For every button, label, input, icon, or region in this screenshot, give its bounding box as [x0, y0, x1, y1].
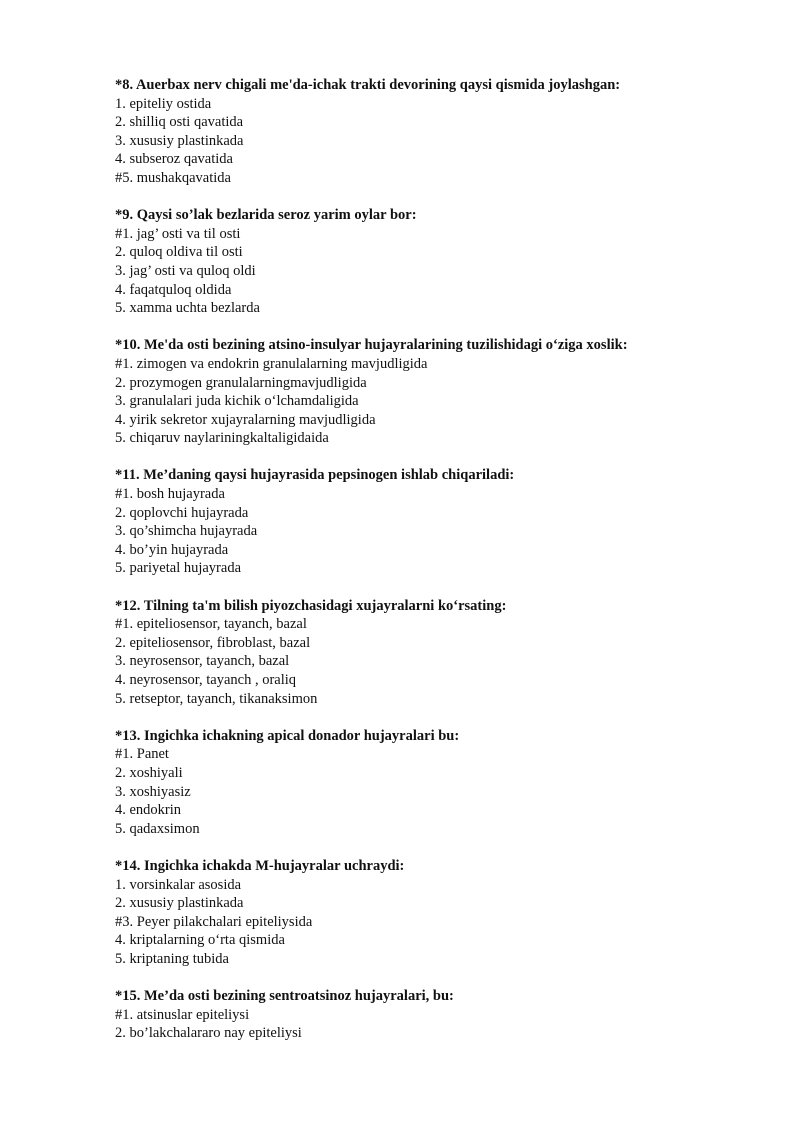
answer-option: #3. Peyer pilakchalari epiteliysida	[115, 913, 313, 930]
question-11	[115, 466, 755, 578]
question-title: *13. Ingichka ichakning apical donador hujayralari bu:	[115, 727, 460, 744]
answer-option: 3. neyrosensor, tayanch, bazal	[115, 653, 290, 670]
question-title: *11. Me’daning qaysi hujayrasida pepsinogen ishlab chiqariladi:	[115, 467, 515, 484]
answer-option: 2. shilliq osti qavatida	[115, 114, 244, 131]
question-title: *9. Qaysi so’lak bezlarida seroz yarim oylar bor:	[115, 207, 417, 224]
question-13	[115, 727, 755, 839]
answer-option: 1. vorsinkalar asosida	[115, 876, 242, 893]
answer-option: 4. kriptalarning o‘rta qismida	[115, 932, 285, 949]
answer-option: 4. faqatquloq oldida	[115, 281, 232, 298]
answer-option: 5. pariyetal hujayrada	[115, 560, 242, 577]
question-15	[115, 987, 755, 1043]
answer-option: 4. bo’yin hujayrada	[115, 541, 229, 558]
answer-option: #1. epiteliosensor, tayanch, bazal	[115, 616, 307, 633]
answer-option: #1. Panet	[115, 746, 169, 763]
question-10	[115, 336, 755, 448]
answer-option: #1. zimogen va endokrin granulalarning mavjudligida	[115, 355, 428, 372]
answer-option: 3. qo’shimcha hujayrada	[115, 523, 258, 540]
question-title: *12. Tilning ta'm bilish piyozchasidagi xujayralarni ko‘rsating:	[115, 597, 507, 614]
answer-option: 3. xususiy plastinkada	[115, 132, 244, 149]
question-8	[115, 76, 755, 188]
answer-option: 2. bo’lakchalararo nay epiteliysi	[115, 1025, 302, 1042]
answer-option: 5. retseptor, tayanch, tikanaksimon	[115, 690, 318, 707]
question-title: *10. Me'da osti bezining atsino-insulyar hujayralarining tuzilishidagi o‘ziga xoslik:	[115, 337, 628, 354]
answer-option: 2. prozymogen granulalarningmavjudligida	[115, 374, 367, 391]
answer-option: 3. xoshiyasiz	[115, 783, 191, 800]
question-title: *14. Ingichka ichakda M-hujayralar uchraydi:	[115, 857, 405, 874]
answer-option: 3. granulalari juda kichik o‘lchamdaligida	[115, 393, 359, 410]
question-list	[115, 76, 755, 1061]
answer-option: 4. subseroz qavatida	[115, 151, 233, 168]
answer-option: 2. xususiy plastinkada	[115, 895, 244, 912]
answer-option: 5. xamma uchta bezlarda	[115, 300, 260, 317]
answer-option: 4. endokrin	[115, 802, 182, 819]
answer-option: 1. epiteliy ostida	[115, 95, 212, 112]
answer-option: 5. kriptaning tubida	[115, 950, 229, 967]
answer-option: 4. yirik sekretor xujayralarning mavjudligida	[115, 411, 376, 428]
answer-option: 3. jag’ osti va quloq oldi	[115, 262, 256, 279]
question-14	[115, 857, 755, 969]
question-12	[115, 597, 755, 709]
answer-option: 2. xoshiyali	[115, 764, 183, 781]
question-title: *15. Me’da osti bezining sentroatsinoz hujayralari, bu:	[115, 988, 454, 1005]
answer-option: 5. chiqaruv naylariningkaltaligidaida	[115, 430, 329, 447]
answer-option: #1. atsinuslar epiteliysi	[115, 1006, 250, 1023]
answer-option: 2. qoplovchi hujayrada	[115, 504, 249, 521]
answer-option: #1. jag’ osti va til osti	[115, 225, 241, 242]
answer-option: 2. quloq oldiva til osti	[115, 244, 243, 261]
answer-option: #1. bosh hujayrada	[115, 486, 225, 503]
question-title: *8. Auerbax nerv chigali me'da-ichak trakti devorining qaysi qismida joylashgan:	[115, 77, 621, 93]
answer-option: 2. epiteliosensor, fibroblast, bazal	[115, 634, 311, 651]
question-9	[115, 206, 755, 318]
answer-option: #5. mushakqavatida	[115, 169, 231, 186]
answer-option: 4. neyrosensor, tayanch , oraliq	[115, 672, 297, 688]
answer-option: 5. qadaxsimon	[115, 820, 200, 837]
